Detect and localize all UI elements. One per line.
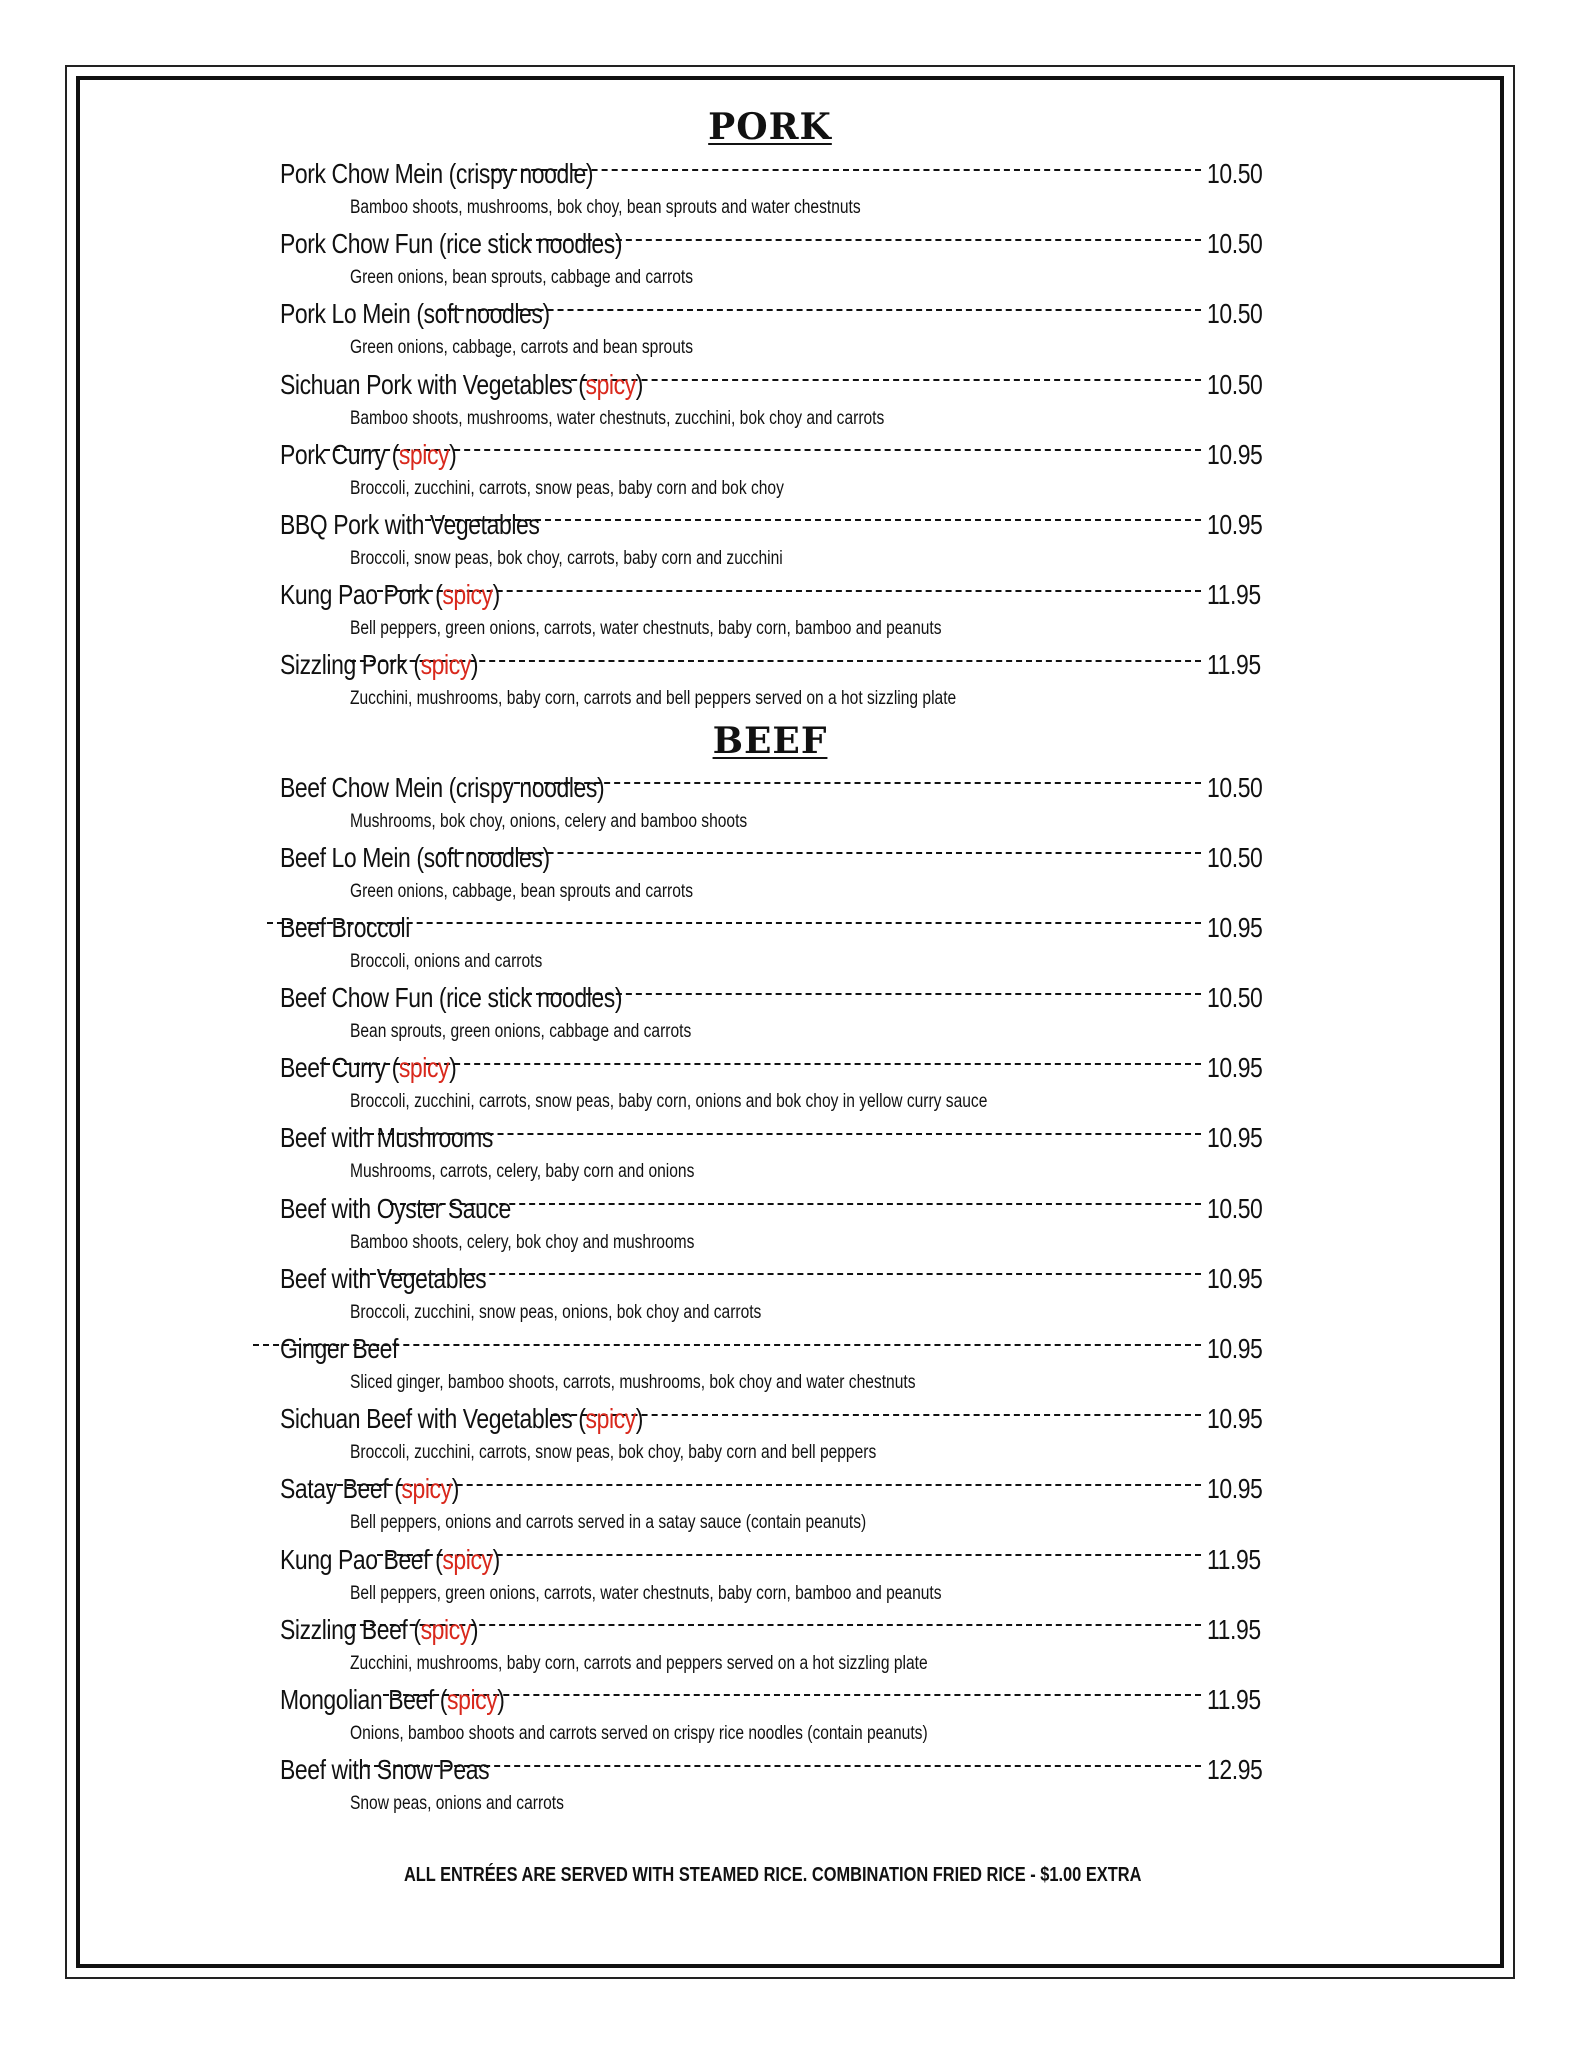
menu-item-line xyxy=(280,1540,1265,1580)
menu-item-line xyxy=(280,1750,1265,1790)
pork-list xyxy=(280,154,1265,716)
menu-item-description-text: Broccoli, onions and carrots xyxy=(350,950,543,972)
menu-item-description xyxy=(280,808,1265,836)
menu-item-name-text: Kung Pao Pork ( xyxy=(280,579,443,611)
dotted-leader xyxy=(377,589,1201,592)
menu-item-name-text: Beef with Oyster Sauce xyxy=(280,1192,511,1224)
menu-item-price: 10.95 xyxy=(1207,1052,1263,1084)
dotted-leader xyxy=(526,992,1201,995)
menu-item-description-text: Green onions, cabbage, bean sprouts and carrots xyxy=(350,880,693,902)
menu-item-name-suffix: ) xyxy=(497,1683,505,1715)
menu-item xyxy=(280,435,1265,505)
menu-item-price: 10.50 xyxy=(1207,158,1263,189)
menu-item xyxy=(280,1048,1265,1118)
spicy-label: spicy xyxy=(398,438,450,470)
menu-item-name-text: Sichuan Beef with Vegetables ( xyxy=(280,1403,586,1435)
menu-item-price: 10.95 xyxy=(1207,1262,1263,1294)
menu-item xyxy=(280,978,1265,1048)
menu-item-line xyxy=(280,294,1265,334)
menu-item-name-text: Satay Beef ( xyxy=(280,1473,402,1505)
menu-item-description xyxy=(280,1018,1265,1046)
spicy-label: spicy xyxy=(585,1403,636,1435)
menu-item-description-text: Bell peppers, green onions, carrots, water chestnuts, baby corn, bamboo and peanuts xyxy=(350,618,942,640)
menu-item-name-suffix: ) xyxy=(470,649,479,681)
menu-item-name xyxy=(280,768,604,808)
menu-item-description-text: Sliced ginger, bamboo shoots, carrots, mushrooms, bok choy and water chestnuts xyxy=(350,1372,916,1393)
spicy-label: spicy xyxy=(401,1473,452,1505)
menu-item-name xyxy=(280,1329,398,1369)
menu-item-price: 10.50 xyxy=(1207,368,1263,400)
menu-item-name xyxy=(280,1399,643,1439)
dotted-leader xyxy=(551,378,1201,381)
menu-item-description xyxy=(280,615,1265,643)
menu-item-name-suffix: ) xyxy=(492,1543,500,1575)
menu-item-description xyxy=(280,948,1265,976)
menu-item-price: 10.50 xyxy=(1207,771,1263,803)
menu-item xyxy=(280,1329,1265,1399)
menu-item xyxy=(280,1399,1265,1469)
spicy-label: spicy xyxy=(442,1543,493,1575)
menu-item-line xyxy=(280,1610,1265,1650)
menu-item-description xyxy=(280,1650,1265,1678)
menu-item-description-text: Zucchini, mushrooms, baby corn, carrots and peppers served on a hot sizzling plate xyxy=(350,1652,928,1674)
menu-item-name xyxy=(280,365,643,405)
menu-item-name-text: Sichuan Pork with Vegetables ( xyxy=(280,368,586,400)
menu-item-line xyxy=(280,575,1265,615)
menu-item-price: 10.95 xyxy=(1207,508,1263,540)
menu-item-price: 10.50 xyxy=(1207,841,1263,873)
dotted-leader xyxy=(377,1553,1201,1556)
menu-item-line xyxy=(280,224,1265,264)
menu-item-description xyxy=(280,194,1265,222)
spicy-label: spicy xyxy=(420,649,471,681)
dotted-leader xyxy=(491,168,1201,171)
menu-item xyxy=(280,768,1265,838)
menu-item-name xyxy=(280,1048,456,1088)
menu-item-name-text: Beef Lo Mein (soft noodles) xyxy=(280,841,550,873)
menu-item-name-text: Pork Chow Mein (crispy noodle) xyxy=(280,158,594,189)
menu-item-line xyxy=(280,908,1265,948)
menu-item-name xyxy=(280,1610,478,1650)
menu-item-description-text: Green onions, cabbage, carrots and bean sprouts xyxy=(350,337,693,359)
menu-item-name-text: Beef with Mushrooms xyxy=(280,1122,493,1154)
menu-item-description xyxy=(280,405,1265,433)
menu-item-price: 10.95 xyxy=(1207,1333,1263,1364)
menu-item xyxy=(280,1540,1265,1610)
menu-item-name-text: Beef Broccoli xyxy=(280,911,410,943)
menu-item xyxy=(280,645,1265,715)
menu-item-name xyxy=(280,1189,511,1229)
menu-item-name-text: Mongolian Beef ( xyxy=(280,1683,448,1715)
dotted-leader xyxy=(526,238,1201,241)
menu-item-line xyxy=(280,1189,1265,1229)
dotted-leader xyxy=(438,308,1201,311)
menu-item-name-text: Ginger Beef xyxy=(280,1333,399,1364)
menu-item-description xyxy=(280,1229,1265,1257)
menu-item-name-text: BBQ Pork with Vegetables xyxy=(280,508,540,540)
menu-item-description-text: Bell peppers, green onions, carrots, water chestnuts, baby corn, bamboo and peanuts xyxy=(350,1582,942,1604)
menu-item-name xyxy=(280,838,550,878)
menu-item-name-suffix: ) xyxy=(470,1613,479,1645)
menu-item xyxy=(280,1469,1265,1539)
menu-item-name-text: Beef Chow Fun (rice stick noodles) xyxy=(280,982,623,1014)
menu-item-name-text: Beef Chow Mein (crispy noodles) xyxy=(280,771,605,803)
menu-item-description-text: Bell peppers, onions and carrots served in a satay sauce (contain peanuts) xyxy=(350,1512,867,1534)
menu-item-line xyxy=(280,505,1265,545)
menu-item xyxy=(280,1118,1265,1188)
menu-item-name-text: Sizzling Pork ( xyxy=(280,649,421,681)
menu-item-line xyxy=(280,645,1265,685)
menu-item-description-text: Green onions, bean sprouts, cabbage and carrots xyxy=(350,267,693,289)
menu-item xyxy=(280,908,1265,978)
menu-item-name xyxy=(280,1259,486,1299)
menu-item-description xyxy=(280,1790,1265,1818)
dotted-leader xyxy=(364,1764,1201,1767)
menu-item-price: 10.50 xyxy=(1207,982,1263,1014)
menu-item-line xyxy=(280,1329,1265,1369)
menu-item xyxy=(280,1610,1265,1680)
menu-item xyxy=(280,224,1265,294)
menu-item-line xyxy=(280,978,1265,1018)
menu-content xyxy=(280,100,1265,1820)
menu-item xyxy=(280,1259,1265,1329)
menu-item-description-text: Broccoli, zucchini, carrots, snow peas, bok choy, baby corn and bell peppers xyxy=(350,1442,877,1464)
menu-item-name-text: Beef with Snow Peas xyxy=(280,1754,490,1786)
menu-item-description xyxy=(280,1369,1265,1397)
menu-item-name xyxy=(280,435,456,475)
menu-item-price: 12.95 xyxy=(1207,1754,1263,1786)
menu-item-line xyxy=(280,1048,1265,1088)
dotted-leader xyxy=(368,1132,1201,1135)
menu-item-line xyxy=(280,1399,1265,1439)
menu-item xyxy=(280,1680,1265,1750)
menu-item-name xyxy=(280,1469,459,1509)
menu-item-description xyxy=(280,1158,1265,1186)
menu-item-description xyxy=(280,475,1265,503)
beef-list xyxy=(280,768,1265,1821)
menu-item-description-text: Mushrooms, carrots, celery, baby corn and onions xyxy=(350,1161,695,1183)
dotted-leader xyxy=(438,851,1201,854)
menu-item-name xyxy=(280,294,550,334)
menu-item xyxy=(280,294,1265,364)
menu-item-description-text: Onions, bamboo shoots and carrots served on crispy rice noodles (contain peanuts) xyxy=(350,1722,928,1744)
menu-item-price: 10.95 xyxy=(1207,1122,1263,1154)
menu-item-description xyxy=(280,1580,1265,1608)
menu-item-price: 10.95 xyxy=(1207,1473,1263,1505)
menu-item-name xyxy=(280,505,539,545)
spicy-label: spicy xyxy=(398,1052,450,1084)
menu-item-price: 11.95 xyxy=(1207,1613,1261,1645)
menu-item-description-text: Bean sprouts, green onions, cabbage and carrots xyxy=(350,1021,692,1043)
menu-item-name-text: Pork Lo Mein (soft noodles) xyxy=(280,298,550,330)
menu-item-name xyxy=(280,1540,500,1580)
menu-item xyxy=(280,154,1265,224)
section-title-beef: BEEF xyxy=(712,719,828,762)
menu-item xyxy=(280,838,1265,908)
menu-item-name xyxy=(280,645,478,685)
menu-item-name-text: Beef with Vegetables xyxy=(280,1262,487,1294)
menu-item-description xyxy=(280,334,1265,362)
section-title-pork: PORK xyxy=(708,106,832,148)
spicy-label: spicy xyxy=(442,579,493,611)
menu-item xyxy=(280,1189,1265,1259)
menu-item-name xyxy=(280,908,410,948)
menu-item-line xyxy=(280,1680,1265,1720)
menu-item xyxy=(280,575,1265,645)
menu-item-price: 11.95 xyxy=(1207,1683,1261,1715)
menu-item-description-text: Broccoli, zucchini, carrots, snow peas, baby corn, onions and bok choy in yellow curry sauce xyxy=(350,1091,988,1113)
menu-item-name-suffix: ) xyxy=(635,368,644,400)
dotted-leader xyxy=(551,1413,1201,1416)
menu-item-description xyxy=(280,1299,1265,1327)
menu-item-name xyxy=(280,1680,505,1720)
menu-item-line xyxy=(280,838,1265,878)
menu-item-price: 10.50 xyxy=(1207,298,1263,330)
menu-item-name-text: Pork Chow Fun (rice stick noodles) xyxy=(280,228,623,260)
menu-item-description xyxy=(280,685,1265,713)
menu-item-description xyxy=(280,878,1265,906)
menu-item-name-suffix: ) xyxy=(492,579,500,611)
footer-note: ALL ENTRÉES ARE SERVED WITH STEAMED RICE. COMBINATION FRIED RICE - $1.00 EXTRA xyxy=(403,1864,1142,1886)
menu-item-description-text: Broccoli, zucchini, carrots, snow peas, baby corn and bok choy xyxy=(350,477,784,499)
menu-item xyxy=(280,1750,1265,1820)
menu-item-description-text: Bamboo shoots, mushrooms, bok choy, bean sprouts and water chestnuts xyxy=(350,197,861,218)
menu-item-description-text: Zucchini, mushrooms, baby corn, carrots and bell peppers served on a hot sizzling plate xyxy=(350,688,957,710)
menu-item-line xyxy=(280,365,1265,405)
menu-item-name-text: Kung Pao Beef ( xyxy=(280,1543,443,1575)
menu-item-line xyxy=(280,1259,1265,1299)
menu-item-description xyxy=(280,1509,1265,1537)
menu-item-name xyxy=(280,978,622,1018)
menu-item-name-text: Sizzling Beef ( xyxy=(280,1613,421,1645)
menu-item-name xyxy=(280,1750,489,1790)
menu-item-line xyxy=(280,435,1265,475)
menu-item-price: 10.50 xyxy=(1207,1192,1263,1224)
menu-item-price: 11.95 xyxy=(1207,1543,1261,1575)
menu-item-description xyxy=(280,1088,1265,1116)
menu-item-name xyxy=(280,154,593,194)
menu-item-description-text: Bamboo shoots, mushrooms, water chestnuts, zucchini, bok choy and carrots xyxy=(350,407,885,429)
menu-item-description xyxy=(280,1439,1265,1467)
menu-item-name-suffix: ) xyxy=(635,1403,644,1435)
dotted-leader xyxy=(390,1202,1201,1205)
menu-item-description-text: Mushrooms, bok choy, onions, celery and bamboo shoots xyxy=(350,810,748,832)
menu-item-description xyxy=(280,545,1265,573)
menu-item-price: 11.95 xyxy=(1207,579,1261,611)
menu-item-line xyxy=(280,1469,1265,1509)
menu-item-name xyxy=(280,575,500,615)
menu-item-description xyxy=(280,1720,1265,1748)
dotted-leader xyxy=(504,781,1201,784)
dotted-leader xyxy=(383,1693,1201,1696)
menu-item xyxy=(280,365,1265,435)
menu-item-name-text: Pork Curry ( xyxy=(280,438,399,470)
menu-item-name-suffix: ) xyxy=(449,438,457,470)
menu-item-description-text: Broccoli, snow peas, bok choy, carrots, baby corn and zucchini xyxy=(350,547,783,569)
menu-item-price: 10.95 xyxy=(1207,911,1263,943)
spicy-label: spicy xyxy=(447,1683,498,1715)
menu-item-name xyxy=(280,224,622,264)
menu-item-description xyxy=(280,264,1265,292)
menu-item-price: 10.95 xyxy=(1207,1403,1263,1435)
spicy-label: spicy xyxy=(585,368,636,400)
menu-item-price: 10.95 xyxy=(1207,438,1263,470)
menu-item-name-suffix: ) xyxy=(449,1052,457,1084)
dotted-leader xyxy=(360,1272,1201,1275)
menu-item xyxy=(280,505,1265,575)
menu-item-line xyxy=(280,1118,1265,1158)
menu-item-name-suffix: ) xyxy=(451,1473,459,1505)
menu-item-name-text: Beef Curry ( xyxy=(280,1052,399,1084)
spicy-label: spicy xyxy=(420,1613,471,1645)
dotted-leader xyxy=(425,518,1201,521)
menu-item-name xyxy=(280,1118,493,1158)
menu-item-description-text: Bamboo shoots, celery, bok choy and mushrooms xyxy=(350,1231,695,1253)
menu-item-line xyxy=(280,768,1265,808)
menu-item-price: 10.50 xyxy=(1207,228,1263,260)
menu-item-price: 11.95 xyxy=(1207,649,1261,681)
menu-item-description-text: Broccoli, zucchini, snow peas, onions, bok choy and carrots xyxy=(350,1301,762,1323)
menu-item-line xyxy=(280,154,1265,194)
menu-item-description-text: Snow peas, onions and carrots xyxy=(350,1793,564,1815)
